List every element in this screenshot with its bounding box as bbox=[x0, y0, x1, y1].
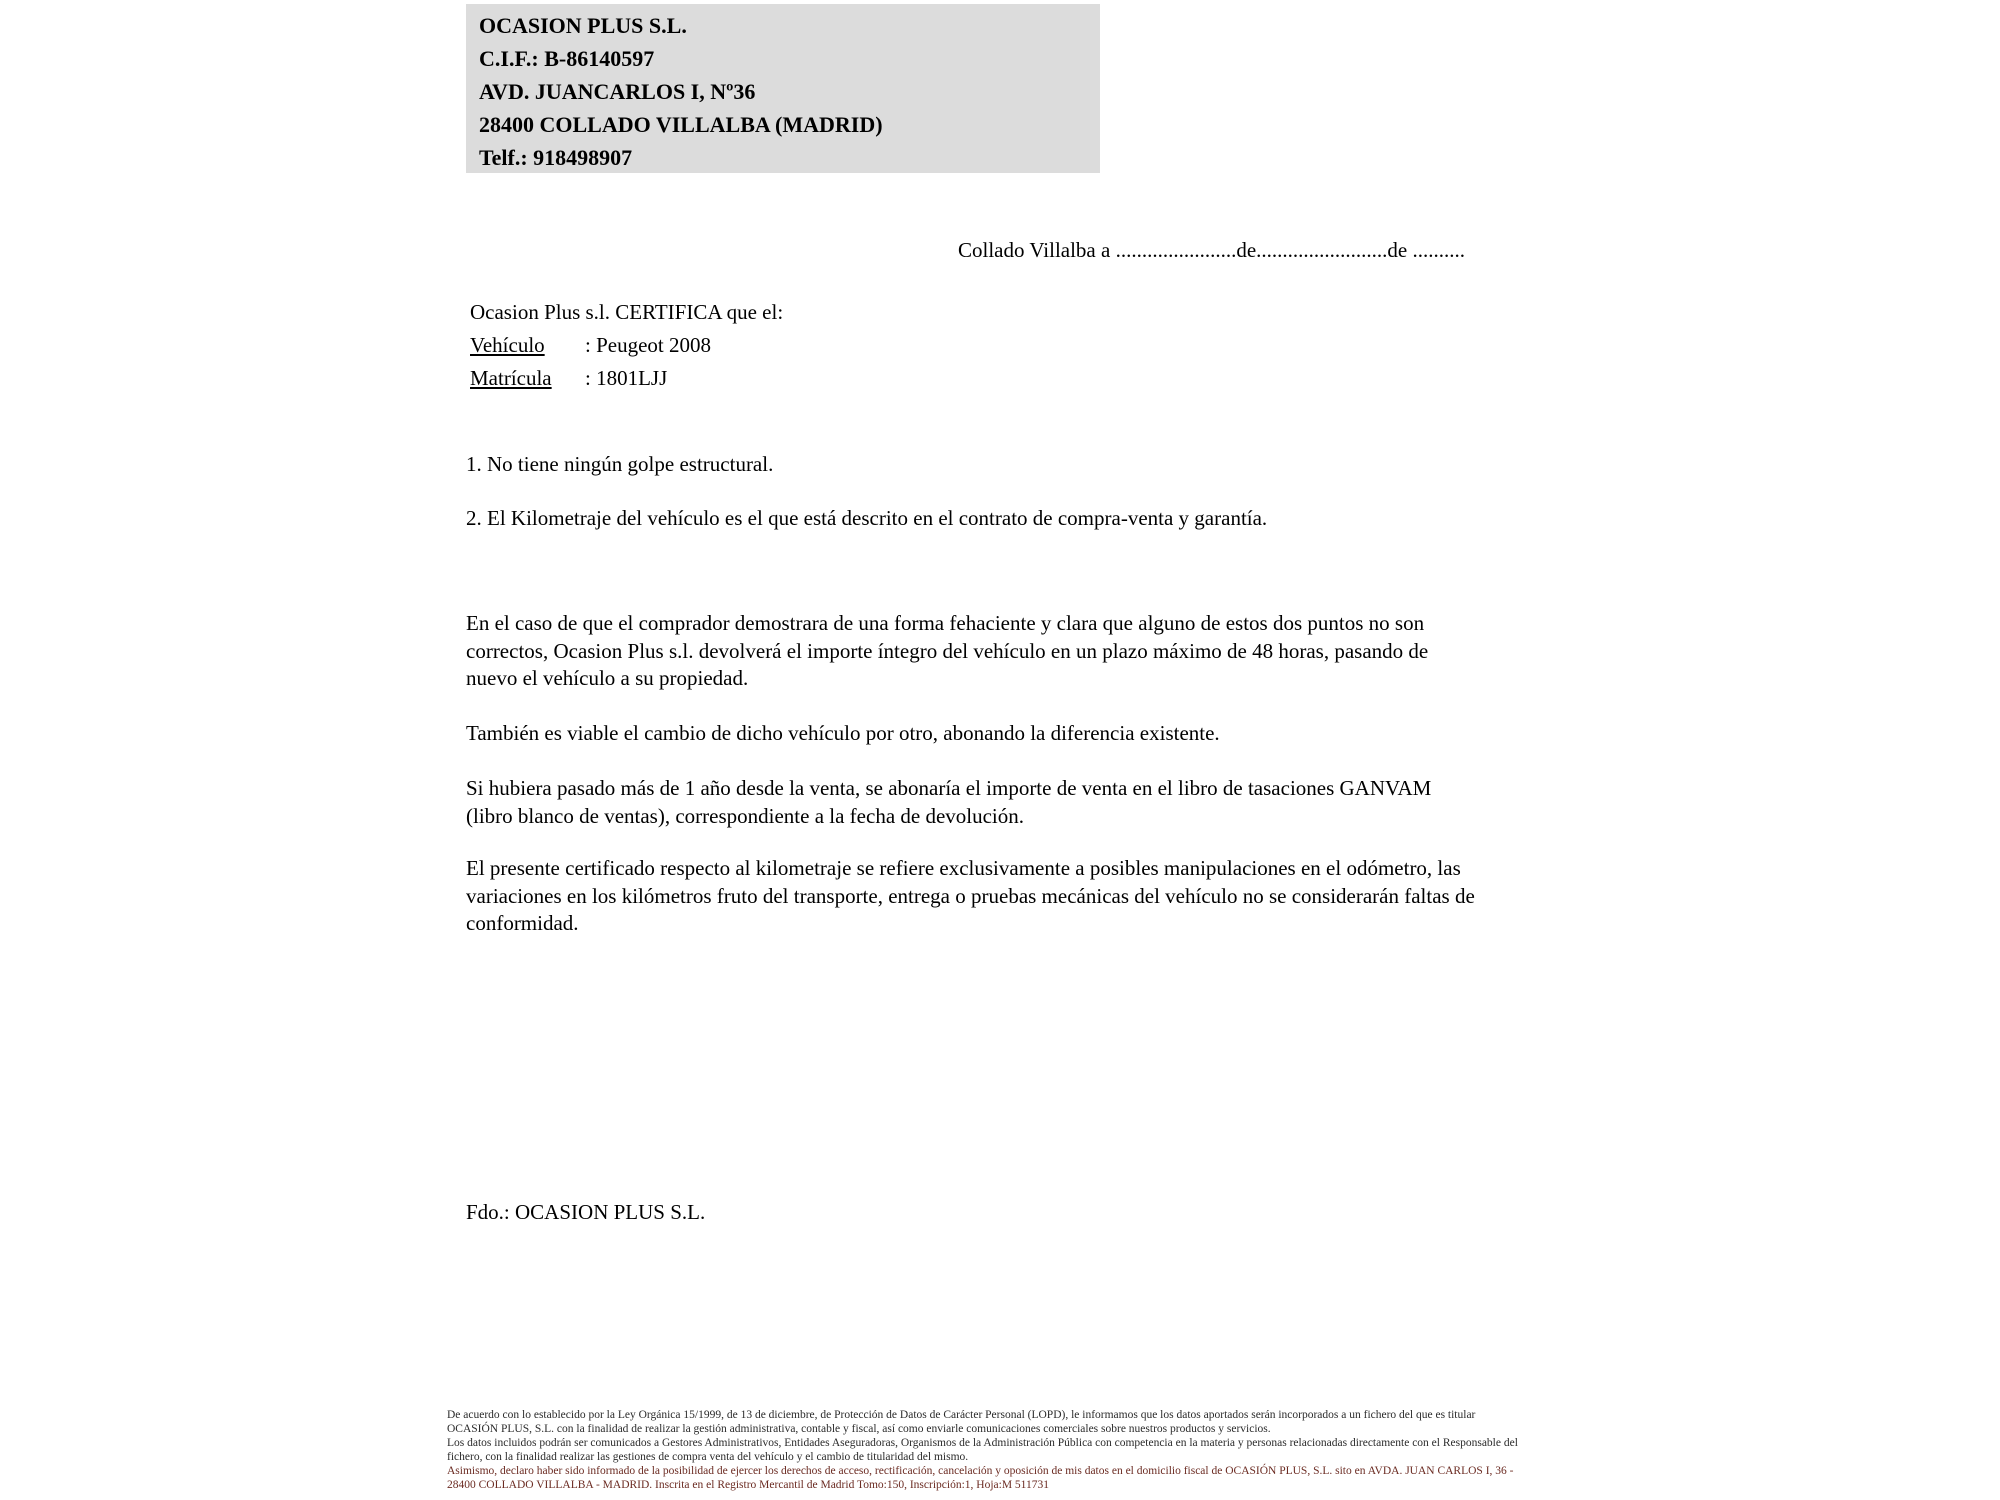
signature-line: Fdo.: OCASION PLUS S.L. bbox=[466, 1200, 706, 1224]
vehicle-value: : Peugeot 2008 bbox=[585, 333, 711, 357]
company-name: OCASION PLUS S.L. bbox=[479, 13, 687, 38]
legal-footer bbox=[447, 1408, 1522, 1492]
plate-label: Matrícula bbox=[470, 366, 552, 390]
lopd-clause: De acuerdo con lo establecido por la Ley Orgánica 15/1999, de 13 de diciembre, de Protección de Datos de Carácter Personal (LOPD), le informamos que los datos aportados serán incorporados a un fichero del que es titular OCASIÓN PLUS, S.L. con la finalidad de realizar la gestión administrativa, contable y fiscal, así como enviarle comunicaciones comerciales sobre nuestros productos y servicios. bbox=[447, 1409, 1476, 1435]
company-header-box bbox=[466, 4, 1100, 173]
company-address: AVD. JUANCARLOS I, Nº36 bbox=[479, 79, 756, 104]
paragraph-odometer: El presente certificado respecto al kilometraje se refiere exclusivamente a posibles manipulaciones en el odómetro, las variaciones en los kilómetros fruto del transporte, entrega o pruebas mecánicas del vehículo no se considerarán faltas de conformidad. bbox=[466, 856, 1475, 935]
certificate-intro: Ocasion Plus s.l. CERTIFICA que el: bbox=[470, 300, 784, 324]
point-structural: 1. No tiene ningún golpe estructural. bbox=[466, 452, 774, 476]
company-city: 28400 COLLADO VILLALBA (MADRID) bbox=[479, 112, 883, 137]
paragraph-exchange: También es viable el cambio de dicho vehículo por otro, abonando la diferencia existente. bbox=[466, 721, 1220, 745]
vehicle-label: Vehículo bbox=[470, 333, 545, 357]
plate-value: : 1801LJJ bbox=[585, 366, 668, 390]
date-line: Collado Villalba a .......................de.........................de .......... bbox=[958, 238, 1465, 262]
paragraph-refund: En el caso de que el comprador demostrara de una forma fehaciente y clara que alguno de estos dos puntos no son correctos, Ocasion Plus s.l. devolverá el importe íntegro del vehículo en un plazo máximo de 48 horas, pasando de nuevo el vehículo a su propiedad. bbox=[466, 611, 1429, 690]
company-phone: Telf.: 918498907 bbox=[479, 145, 633, 170]
plate-row bbox=[470, 366, 667, 391]
point-mileage: 2. El Kilometraje del vehículo es el que está descrito en el contrato de compra-venta y garantía. bbox=[466, 506, 1268, 530]
company-cif: C.I.F.: B-86140597 bbox=[479, 46, 655, 71]
paragraph-ganvam: Si hubiera pasado más de 1 año desde la venta, se abonaría el importe de venta en el libro de tasaciones GANVAM (libro blanco de ventas), correspondiente a la fecha de devolución. bbox=[466, 776, 1432, 828]
rights-clause: Asimismo, declaro haber sido informado de la posibilidad de ejercer los derechos de acceso, rectificación, cancelación y oposición de mis datos en el domicilio fiscal de OCASIÓN PLUS, S.L. sito en AVDA. JUAN CARLOS I, 36 - 28400 COLLADO VILLALBA - MADRID. Inscrita en el Registro Mercantil de Madrid Tomo:150, Inscripción:1, Hoja:M 511731 bbox=[447, 1465, 1514, 1491]
vehicle-row bbox=[470, 333, 711, 358]
data-sharing-clause: Los datos incluidos podrán ser comunicados a Gestores Administrativos, Entidades Aseguradoras, Organismos de la Administración Pública con competencia en la materia y personas relacionadas directamente con el Responsable del fichero, con la finalidad realizar las gestiones de compra venta del vehículo y el cambio de titularidad del mismo. bbox=[447, 1437, 1518, 1463]
